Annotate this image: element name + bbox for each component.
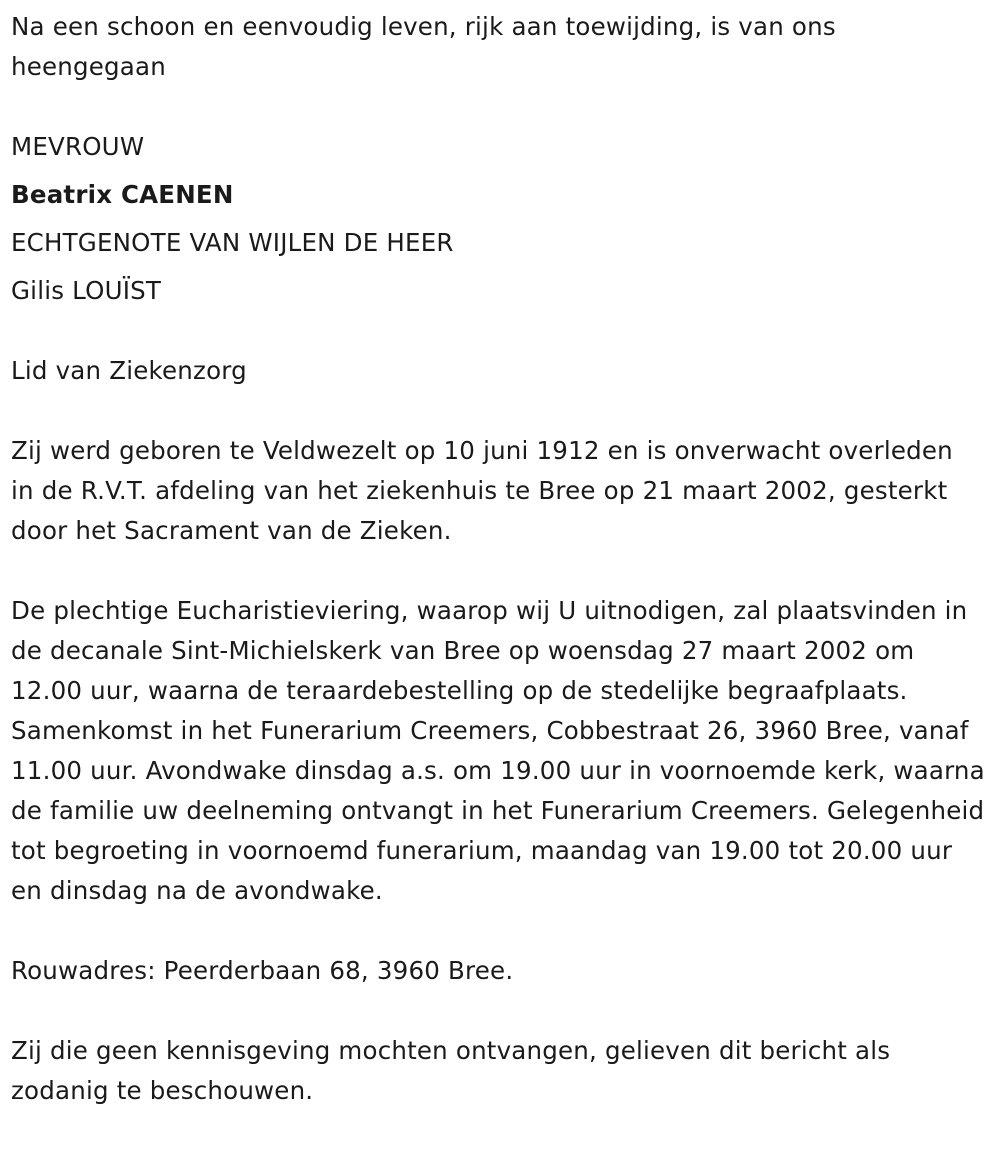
ceremony-paragraph: De plechtige Eucharistieviering, waarop wij U uitnodigen, zal plaatsvinden in de decanale Sint-Michielskerk van Bree op woensdag 27 maart 2002 om 12.00 uur, waarna de teraardebestelling op de stedelijke begraafplaats. Samenkomst in het Funerarium Creemers, Cobbestraat 26, 3960 Bree, vanaf 11.00 uur. Avondwake dinsdag a.s. om 19.00 uur in voornoemde kerk, waarna de familie uw deelneming ontvangt in het Funerarium Creemers. Gelegenheid tot begroeting in voornoemd funerarium, maandag van 19.00 tot 20.00 uur en dinsdag na de avondwake. — [11, 596, 985, 905]
birth-death-paragraph: Zij werd geboren te Veldwezelt op 10 juni 1912 en is onverwacht overleden in de R.V.T. afdeling van het ziekenhuis te Bree op 21 maart 2002, gesterkt door het Sacrament van de Zieken. — [11, 436, 953, 545]
honorific-title: MEVROUW — [11, 132, 145, 161]
obituary-notice — [11, 7, 991, 1111]
spouse-intro: ECHTGENOTE VAN WIJLEN DE HEER — [11, 228, 454, 257]
intro-text: Na een schoon en eenvoudig leven, rijk aan toewijding, is van ons heengegaan — [11, 12, 836, 81]
mourning-address: Rouwadres: Peerderbaan 68, 3960 Bree. — [11, 956, 514, 985]
closing-text: Zij die geen kennisgeving mochten ontvangen, gelieven dit bericht als zodanig te beschouwen. — [11, 1036, 891, 1105]
deceased-name: Beatrix CAENEN — [11, 180, 234, 209]
membership-text: Lid van Ziekenzorg — [11, 356, 247, 385]
spouse-name: Gilis LOUÏST — [11, 276, 162, 305]
